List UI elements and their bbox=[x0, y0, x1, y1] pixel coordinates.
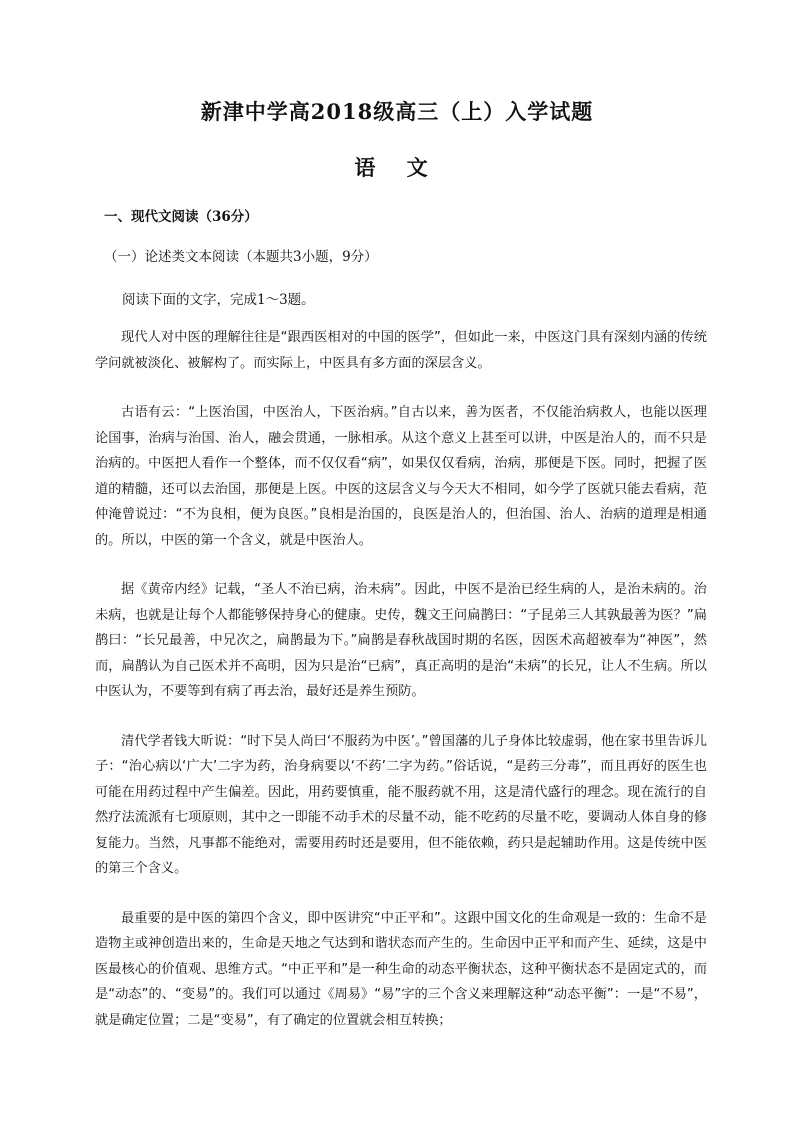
subsection-heading: （一）论述类文本阅读（本题共3小题，9分） bbox=[104, 249, 378, 265]
passage-paragraph: 据《黄帝内经》记载，“圣人不治已病，治未病”。因此，中医不是治已经生病的人，是治未病的。治未病，也就是让每个人都能够保持身心的健康。史传，魏文王问扁鹊曰：“子昆弟三人其孰最善为医？”扁鹊曰：“长兄最善，中兄次之，扁鹊最为下。”扁鹊是春秋战国时期的名医，因医术高超被奉为“神医”，然而，扁鹊认为自己医术并不高明，因为只是治“已病”，真正高明的是治“未病”的长兄，让人不生病。所以中医认为，不要等到有病了再去治，最好还是养生预防。 bbox=[95, 582, 707, 699]
reading-instruction: 阅读下面的文字，完成1～3题。 bbox=[122, 292, 315, 308]
passage-paragraph: 最重要的是中医的第四个含义，即中医讲究“中正平和”。这跟中国文化的生命观是一致的：生命不是造物主或神创造出来的，生命是天地之气达到和谐状态而产生的。生命因中正平和而产生、延续，这是中医最核心的价值观、思维方式。“中正平和”是一种生命的动态平衡状态，这种平衡状态不是固定式的，而是“动态”的、“变易”的。我们可以通过《周易》“易”字的三个含义来理解这种“动态平衡”：一是“不易”，就是确定位置；二是“变易”，有了确定的位置就会相互转换； bbox=[95, 910, 707, 1028]
passage-paragraph: 古语有云：“上医治国，中医治人，下医治病。”自古以来，善为医者，不仅能治病救人，也能以医理论国事，治病与治国、治人，融会贯通，一脉相承。从这个意义上甚至可以讲，中医是治人的，而不只是治病的。中医把人看作一个整体，而不仅仅看“病”，如果仅仅看病，治病，那便是下医。同时，把握了医道的精髓，还可以去治国，那便是上医。中医的这层含义与今天大不相同，如今学了医就只能去看病，范仲淹曾说过：“不为良相，便为良医。”良相是治国的，良医是治人的，但治国、治人、治病的道理是相通的。所以，中医的第一个含义，就是中医治人。 bbox=[95, 405, 707, 548]
passage-paragraph: 清代学者钱大昕说：“时下吴人尚曰‘不服药为中医’。”曾国藩的儿子身体比较虚弱，他在家书里告诉儿子：“治心病以‘广大’二字为药，治身病要以‘不药’二字为药。”俗话说，“是药三分毒”，而且再好的医生也可能在用药过程中产生偏差。因此，用药要慎重，能不服药就不用，这是清代盛行的理念。现在流行的自然疗法流派有七项原则，其中之一即能不动手术的尽量不动，能不吃药的尽量不吃，要调动人体自身的修复能力。当然，凡事都不能绝对，需要用药时还是要用，但不能依赖，药只是起辅助作用。这是传统中医的第三个含义。 bbox=[95, 733, 707, 876]
section-heading: 一、现代文阅读（36分） bbox=[104, 209, 258, 225]
subject-title: 语 文 bbox=[354, 155, 440, 180]
passage bbox=[95, 325, 707, 1057]
passage-paragraph: 现代人对中医的理解往往是“跟西医相对的中国的医学”，但如此一来，中医这门具有深刻内涵的传统学问就被淡化、被解构了。而实际上，中医具有多方面的深层含义。 bbox=[95, 330, 707, 371]
exam-title: 新津中学高2018级高三（上）入学试题 bbox=[200, 99, 594, 124]
